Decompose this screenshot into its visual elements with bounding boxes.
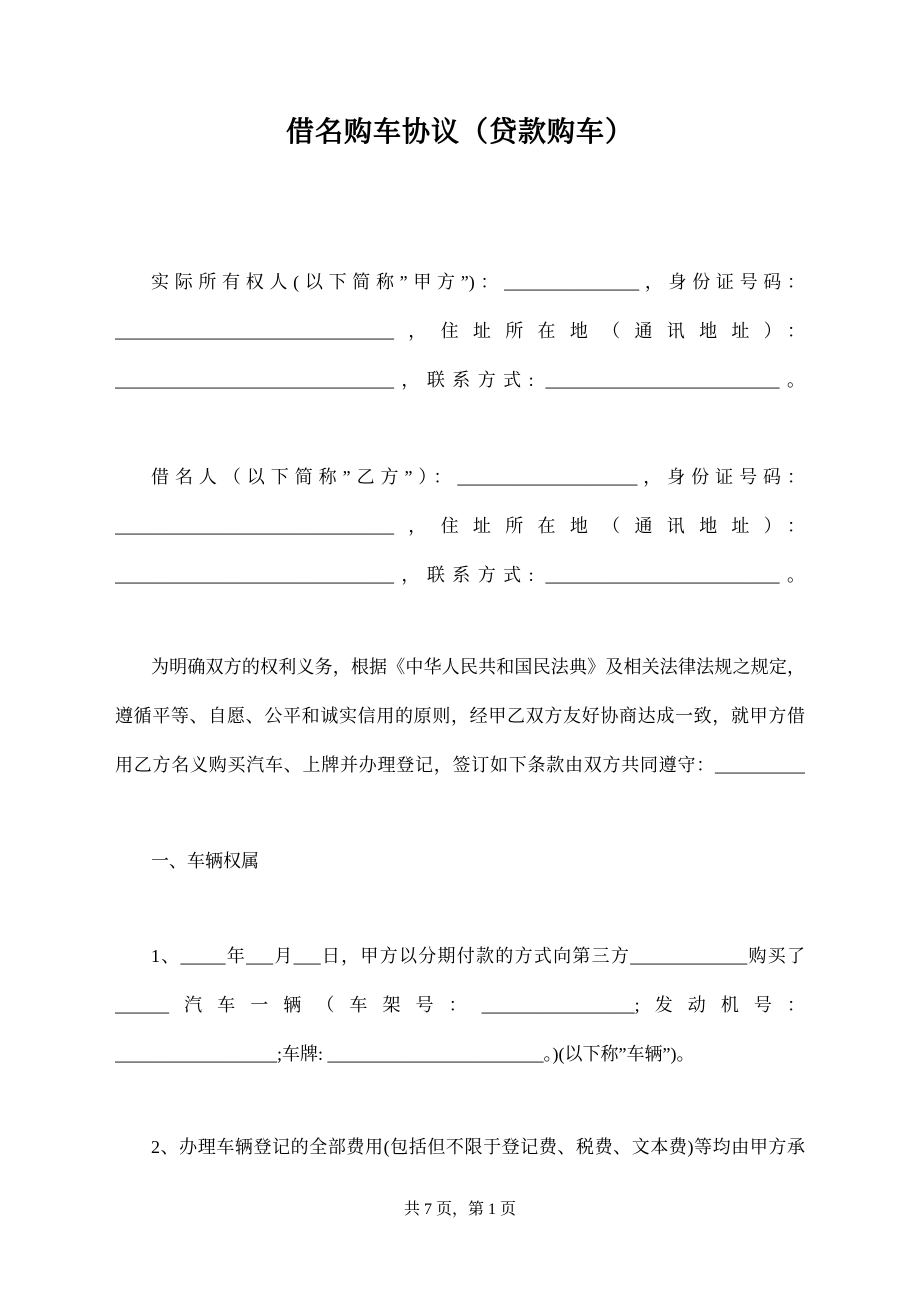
party-a-line: _______________________________，住址所在地（通讯地址）： (115, 321, 805, 341)
section-1-heading-block (115, 837, 805, 886)
party-b-paragraph (115, 453, 805, 600)
document-title: 借名购车协议（贷款购车） (285, 117, 634, 148)
clause-1-line: __________________;车牌: ________________________。)(以下称”车辆”)。 (115, 1044, 695, 1064)
preamble-line: 用乙方名义购买汽车、上牌并办理登记，签订如下条款由双方共同遵守：__________ (115, 755, 805, 775)
party-b-line: _______________________________，住址所在地（通讯地址）： (115, 516, 805, 536)
page-number-footer: 共 7 页，第 1 页 (403, 1201, 516, 1218)
party-a-line: _______________________________，联系方式: __________________________。 (115, 370, 805, 390)
clause-1-line: ______汽车一辆（车架号：_________________;发动机号： (115, 995, 805, 1015)
clause-1-line: 1、_____年___月___日，甲方以分期付款的方式向第三方_____________购买了 (151, 946, 805, 966)
clause-2-paragraph (115, 1123, 805, 1172)
party-b-line: 借名人（以下简称”乙方”）：____________________，身份证号码： (151, 467, 805, 487)
party-a-paragraph (115, 258, 805, 405)
preamble-line: 为明确双方的权利义务，根据《中华人民共和国民法典》及相关法律法规之规定， (151, 657, 805, 677)
preamble-line: 遵循平等、自愿、公平和诚实信用的原则，经甲乙双方友好协商达成一致，就甲方借 (115, 706, 805, 726)
section-1-heading: 一、车辆权属 (151, 851, 259, 871)
preamble-paragraph (115, 643, 805, 790)
document-content (115, 0, 805, 1172)
clause-2-line: 2、办理车辆登记的全部费用(包括但不限于登记费、税费、文本费)等均由甲方承 (151, 1137, 805, 1157)
party-b-line: _______________________________，联系方式: __________________________。 (115, 565, 805, 585)
party-a-line: 实际所有权人(以下简称”甲方”)：_______________，身份证号码： (151, 272, 805, 292)
clause-1-paragraph (115, 932, 805, 1079)
